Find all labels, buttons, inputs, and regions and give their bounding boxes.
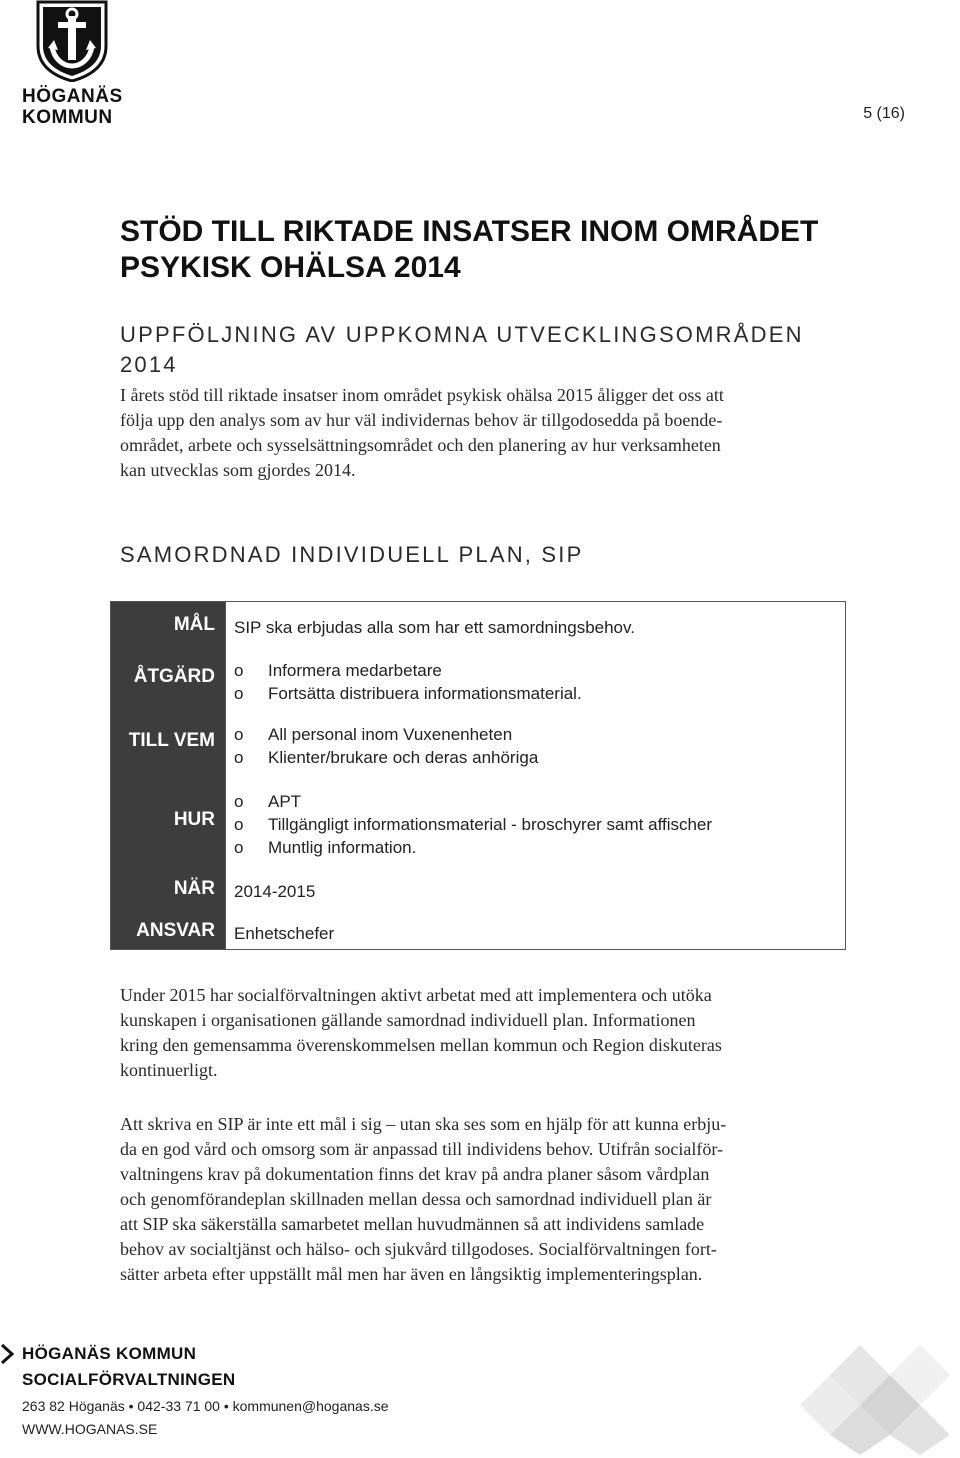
sip-row-label-mal: MÅL [173, 614, 215, 635]
section-heading-sip: SAMORDNAD INDIVIDUELL PLAN, SIP [120, 542, 584, 567]
sip-row-label-hur: HUR [173, 809, 215, 830]
sip-row-label-ansvar: ANSVAR [136, 920, 215, 941]
footer-contact: 263 82 Höganäs • 042-33 71 00 • kommunen@hoganas.se [22, 1398, 389, 1414]
sip-row-content-ansvar [234, 922, 334, 945]
hoganas-logo [22, 0, 122, 130]
bullet-icon: o [234, 748, 244, 767]
paragraph-implementation [120, 983, 845, 1083]
text-line: kunskapen i organisationen gällande samordnad individuell plan. Informationen [120, 1010, 696, 1030]
sip-row-label-nar: NÄR [173, 878, 215, 899]
sip-list-item: o Klienter/brukare och deras anhöriga [234, 748, 539, 767]
bullet-icon: o [234, 838, 244, 857]
sip-list-item: o Fortsätta distribuera informationsmaterial. [234, 684, 582, 703]
bullet-icon: o [234, 815, 244, 834]
footer-org-name: HÖGANÄS KOMMUN [22, 1344, 197, 1363]
sip-row-content-till-vem [234, 723, 538, 769]
title-line-1: STÖD TILL RIKTADE INSATSER INOM OMRÅDET [120, 215, 819, 248]
sip-table [110, 601, 846, 950]
title-line-2: PSYKISK OHÄLSA 2014 [120, 251, 461, 284]
footer-arrow-icon [0, 1343, 14, 1365]
section-heading-line-2: 2014 [120, 352, 178, 377]
anchor-shield-icon [34, 0, 110, 82]
sip-row-content-nar [234, 880, 315, 903]
text-line: Att skriva en SIP är inte ett mål i sig – utan ska ses som en hjälp för att kunna erbju- [120, 1114, 727, 1134]
text-line: valtningens krav på dokumentation finns det krav på andra planer såsom vårdplan [120, 1164, 710, 1184]
text-line: Under 2015 har socialförvaltningen aktivt arbetat med att implementera och utöka [120, 985, 712, 1005]
sip-row-label-till-vem: TILL VEM [128, 730, 215, 751]
text-line: I årets stöd till riktade insatser inom området psykisk ohälsa 2015 åligger det oss att [120, 385, 724, 405]
text-line: kontinuerligt. [120, 1060, 218, 1080]
bullet-icon: o [234, 725, 244, 744]
sip-item: Enhetschefer [234, 924, 335, 943]
sip-row-label-atgard: ÅTGÄRD [133, 666, 215, 687]
footer-website[interactable]: WWW.HOGANAS.SE [22, 1421, 158, 1437]
text-line: att SIP ska säkerställa samarbetet mellan huvudmännen så att individens samlade [120, 1214, 705, 1234]
text-line: följa upp den analys som av hur väl individernas behov är tillgodosedda på boende- [120, 410, 723, 430]
paragraph-sip-purpose [120, 1112, 845, 1287]
sip-list-item: o APT [234, 792, 302, 811]
sip-item: 2014-2015 [234, 882, 316, 901]
text-line: da en god vård och omsorg som är anpassad till individens behov. Utifrån socialför- [120, 1139, 723, 1159]
text-line: sätter arbeta efter uppställt mål men har även en långsiktig implementeringsplan. [120, 1264, 703, 1284]
sip-row-content-atgard [234, 659, 582, 705]
geometric-pattern-icon [800, 1345, 950, 1455]
page-number: 5 (16) [863, 105, 905, 122]
sip-row-content-hur [234, 790, 712, 859]
text-line: och genomförandeplan skillnaden mellan dessa och samordnad individuell plan är [120, 1189, 712, 1209]
footer-department: SOCIALFÖRVALTNINGEN [22, 1370, 236, 1389]
sip-item: SIP ska erbjudas alla som har ett samordningsbehov. [234, 618, 635, 637]
logo-text-hoganas: HÖGANÄS [22, 86, 123, 107]
bullet-icon: o [234, 684, 244, 703]
sip-list-item: o Tillgängligt informationsmaterial - broschyrer samt affischer [234, 815, 713, 834]
text-line: behov av socialtjänst och hälso- och sjukvård tillgodoses. Socialförvaltningen fort- [120, 1239, 717, 1259]
sip-row-content-mal [234, 616, 635, 639]
page-title [120, 214, 880, 286]
text-line: området, arbete och sysselsättningsområdet och den planering av hur verksamheten [120, 435, 721, 455]
bullet-icon: o [234, 661, 244, 680]
bullet-icon: o [234, 792, 244, 811]
sip-list-item: o All personal inom Vuxenenheten [234, 725, 513, 744]
section-heading-uppfoljning [120, 320, 880, 380]
text-line: kan utvecklas som gjordes 2014. [120, 460, 356, 480]
section-heading-line-1: UPPFÖLJNING AV UPPKOMNA UTVECKLINGSOMRÅDEN [120, 322, 804, 347]
text-line: kring den gemensamma överenskommelsen mellan kommun och Region diskuteras [120, 1035, 722, 1055]
intro-paragraph [120, 383, 840, 483]
logo-text-kommun: KOMMUN [22, 107, 113, 128]
sip-list-item: o Informera medarbetare [234, 661, 442, 680]
sip-list-item: o Muntlig information. [234, 838, 417, 857]
